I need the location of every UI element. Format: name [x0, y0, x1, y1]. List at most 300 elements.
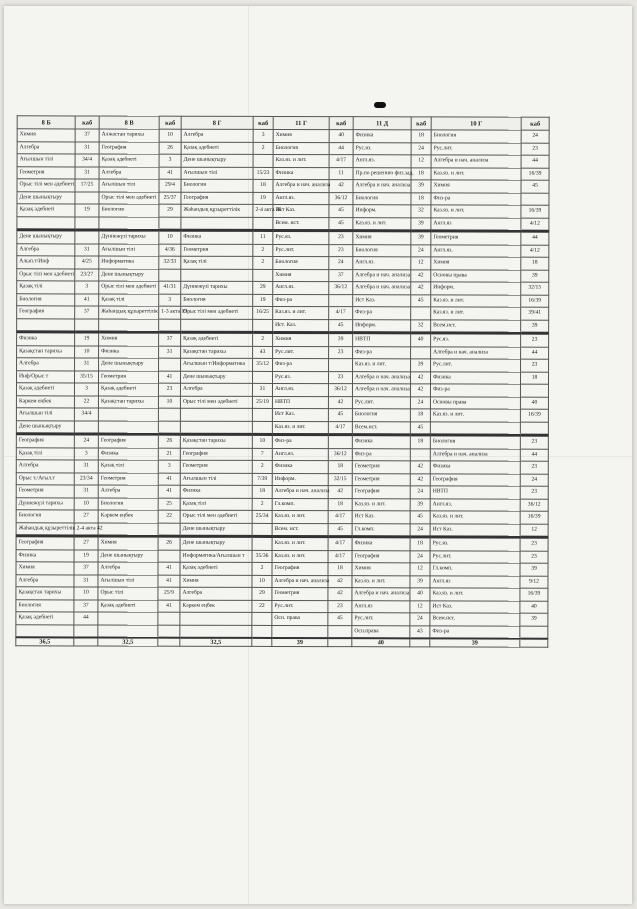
room-cell [75, 216, 99, 230]
room-cell: 23 [329, 346, 353, 359]
subject-cell: Каз.яз. и лит. [272, 550, 328, 563]
subject-cell: Каз.яз. и лит. [430, 511, 520, 524]
subject-cell: Қазақ әдебиеті [180, 562, 252, 575]
subject-cell: Англ.яз. [353, 155, 411, 168]
subject-cell: Рус.лит. [430, 550, 520, 563]
subject-cell: Ист Каз. [272, 408, 328, 421]
room-cell [75, 191, 99, 204]
room-cell: 4/12 [521, 245, 549, 258]
room-cell: 23/34 [74, 472, 98, 485]
room-cell: 41 [158, 371, 180, 384]
subject-cell: Физ-ра [430, 384, 520, 397]
subject-cell: Каз.яз. и лит. [430, 588, 520, 601]
subject-cell: Химия [352, 563, 410, 576]
room-cell: 2 [253, 256, 273, 269]
room-cell [329, 294, 353, 307]
room-cell: 35/12 [253, 358, 273, 371]
subject-cell: НВТП [353, 333, 411, 347]
room-cell: 16/25 [253, 306, 273, 319]
subject-cell: Химия [17, 129, 75, 142]
subject-cell: Геометрия [180, 460, 252, 473]
room-cell [252, 625, 272, 638]
subject-cell: Физ-ра [431, 192, 521, 205]
room-cell: 18 [328, 498, 352, 511]
subject-cell: Ағылшын тілі [99, 179, 159, 192]
subject-cell: Биология [16, 510, 74, 523]
subject-cell: Физика [17, 332, 75, 346]
room-cell: 4/25 [75, 256, 99, 269]
subject-cell: Алгебра [16, 574, 74, 587]
room-cell: 2 [252, 460, 272, 473]
subject-cell: Англ.яз. [430, 498, 520, 511]
room-cell: 37 [159, 332, 181, 346]
room-cell: 12 [520, 524, 548, 538]
subject-cell: Всем.ист. [430, 613, 520, 626]
room-cell: 18 [410, 435, 430, 449]
room-cell [253, 269, 273, 282]
subject-cell: Рус.лит. [431, 142, 521, 155]
room-cell [159, 217, 181, 231]
room-cell [158, 523, 180, 537]
subject-cell: Физика [181, 230, 253, 244]
room-cell: 39 [410, 498, 430, 511]
schedule-row [16, 536, 548, 551]
total-cell: 40 [352, 638, 410, 647]
room-cell: 23 [329, 231, 353, 245]
room-cell: 23 [520, 537, 548, 551]
subject-cell: География [180, 448, 252, 461]
subject-cell: Рус.лит. [352, 396, 410, 409]
subject-cell [98, 421, 158, 435]
room-cell: 24 [410, 613, 430, 626]
subject-cell [180, 625, 252, 638]
room-cell: 25/34 [252, 510, 272, 523]
room-cell: 39 [521, 270, 549, 283]
room-cell: 16/39 [521, 205, 549, 218]
subject-cell: Алгебра и нач. анализа [430, 448, 520, 461]
subject-cell: Рус.яз. [430, 537, 520, 551]
room-cell: 3 [253, 129, 273, 142]
room-cell: 31 [75, 141, 99, 154]
room-cell [74, 624, 98, 637]
room-cell: 10 [252, 434, 272, 448]
subject-cell: Физ-ра [352, 448, 410, 461]
room-cell: 19 [253, 294, 273, 307]
room-cell: 23 [520, 435, 548, 449]
room-cell: 24 [411, 142, 431, 155]
room-cell: 18 [410, 409, 430, 422]
subject-cell [17, 318, 75, 332]
subject-cell: Геометрия [16, 485, 74, 498]
subject-cell: Қазақстан тарихы [16, 587, 74, 600]
subject-cell [17, 216, 75, 230]
subject-cell: Англ.яз. [353, 257, 411, 270]
room-cell: 25 [158, 498, 180, 511]
subject-cell: Дүниежүзі тарихы [16, 497, 74, 510]
room-cell: 25/9 [158, 587, 180, 600]
room-cell [411, 307, 431, 320]
room-cell: 32 [411, 205, 431, 218]
room-cell: 21 [158, 448, 180, 461]
room-cell: 40 [411, 333, 431, 347]
room-cell: 23/27 [75, 268, 99, 281]
room-cell: 23 [329, 244, 353, 257]
room-cell: 10 [159, 129, 181, 142]
subject-cell: Химия [98, 536, 158, 550]
subject-cell: Физ-ра [430, 625, 520, 638]
room-cell: 45 [328, 523, 352, 537]
room-cell: 3 [159, 294, 181, 307]
room-cell: 42 [410, 384, 430, 397]
room-cell: 24 [411, 244, 431, 257]
subject-cell: Алгебра [181, 129, 253, 142]
room-cell: 37 [329, 269, 353, 282]
subject-cell: Каз.яз. и лит. [272, 536, 328, 550]
room-cell [158, 550, 180, 563]
subject-cell: Қазақ әдебиеті [181, 142, 253, 155]
subject-cell: Қазақстан тарихы [98, 396, 158, 409]
room-cell: 26 [158, 536, 180, 550]
subject-cell: Англ.яз. [272, 383, 328, 396]
room-cell: 2-4 акта 42 [74, 522, 98, 536]
subject-cell: Дене шынықтыру [181, 154, 253, 167]
subject-cell: Алгебра и нач. анализа [353, 269, 411, 282]
subject-cell: Дене шынықтыру [180, 523, 252, 537]
room-cell: 32/15 [328, 473, 352, 486]
subject-cell [16, 624, 74, 637]
room-cell: 17/25 [75, 179, 99, 192]
subject-cell: География [272, 562, 328, 575]
room-cell: 10 [74, 587, 98, 600]
subject-cell: Англ.яз [352, 600, 410, 613]
room-cell: 36/12 [328, 448, 352, 461]
room-cell: 45 [329, 319, 353, 333]
room-cell: 3 [74, 447, 98, 460]
room-cell: 45 [328, 613, 352, 626]
room-cell: 34/4 [75, 154, 99, 167]
class-header: 11 Д [353, 117, 411, 130]
room-cell: 31 [252, 383, 272, 396]
subject-cell: Орыс т./Ағыл.т [16, 472, 74, 485]
subject-cell: Орыс тілі мен әдебиеті [17, 179, 75, 192]
subject-cell: Дене шынықтыру [98, 550, 158, 563]
room-cell: 42 [410, 371, 430, 384]
room-cell: 31 [159, 346, 181, 359]
room-cell: 44 [521, 231, 549, 245]
subject-cell: Рус.яз. [273, 230, 329, 244]
room-cell: 12 [411, 155, 431, 168]
room-cell: 39 [411, 180, 431, 193]
room-cell [520, 422, 548, 436]
room-cell: 42 [329, 180, 353, 193]
subject-cell: Физика [352, 537, 410, 551]
subject-cell: География [352, 550, 410, 563]
room-cell: 45 [329, 205, 353, 218]
room-cell: 19 [253, 192, 273, 205]
room-cell [159, 319, 181, 333]
schedule-row [17, 216, 549, 231]
room-cell: 43 [253, 346, 273, 359]
schedule-row [17, 332, 549, 347]
room-cell: 4/17 [328, 550, 352, 563]
room-cell: 3 [75, 281, 99, 294]
room-cell [158, 625, 180, 638]
subject-cell: Орыс тілі мен әдебиеті [17, 268, 75, 281]
subject-cell: Геометрия [181, 244, 253, 257]
total-cell: 36,5 [16, 637, 74, 646]
room-cell: 39 [411, 359, 431, 372]
subject-cell: Биология [353, 192, 411, 205]
subject-cell: Физ-ра [353, 307, 411, 320]
room-cell: 18 [411, 192, 431, 205]
subject-cell: География [16, 536, 74, 550]
subject-cell [99, 217, 159, 231]
total-cell: 32,5 [180, 638, 252, 647]
subject-cell: Дене шынықтыру [99, 358, 159, 371]
room-cell: 25/19 [252, 396, 272, 409]
schedule-row [17, 230, 549, 245]
room-cell: 45 [410, 421, 430, 435]
room-cell: 39 [411, 217, 431, 231]
subject-cell: Ист Каз. [273, 204, 329, 217]
subject-cell: Физ-ра [353, 346, 411, 359]
room-cell: 44 [521, 347, 549, 360]
room-cell: 29 [159, 204, 181, 217]
room-cell: 26 [159, 142, 181, 155]
room-cell: 42 [411, 282, 431, 295]
subject-cell: Қазақстан тарихы [17, 345, 75, 358]
room-cell: 16/39 [520, 511, 548, 524]
subject-cell: География [98, 434, 158, 448]
subject-cell: Орыс тілі мен әдебиеті [180, 396, 252, 409]
subject-cell: Алып.т/Инф [17, 256, 75, 269]
class-header: 8 Б [17, 116, 75, 129]
subject-cell: Геометрия [431, 231, 521, 245]
subject-cell: Жаһандық құзыреттілік [99, 306, 159, 319]
subject-cell: Қазақ тілі [98, 460, 158, 473]
room-cell: 24 [410, 486, 430, 499]
room-cell: 31 [74, 460, 98, 473]
total-cell: 39 [430, 638, 520, 647]
subject-cell: Информ. [431, 282, 521, 295]
subject-cell: Алгебра [180, 383, 252, 396]
subject-cell [181, 217, 253, 231]
room-header: каб [159, 116, 181, 129]
subject-cell: Каз.яз. и лит. [431, 167, 521, 180]
subject-cell: Химия [16, 562, 74, 575]
subject-cell: Биология [16, 599, 74, 612]
subject-cell: Жаһандық құзыреттілік [16, 522, 74, 536]
room-cell: 23 [521, 359, 549, 372]
room-cell: 39 [410, 575, 430, 588]
subject-cell: Химия [99, 332, 159, 346]
room-cell: 1-3 акта 19 [159, 306, 181, 319]
subject-cell: Биология [181, 179, 253, 192]
subject-cell [430, 421, 520, 435]
subject-cell: Ист. Каз. [273, 319, 329, 333]
subject-cell: Англ.яз [430, 575, 520, 588]
room-cell [253, 217, 273, 231]
total-cell [520, 639, 548, 648]
subject-cell: Каз.яз. и лит. [431, 205, 521, 218]
room-cell: 42 [411, 269, 431, 282]
subject-cell: Ағылшын тілі [17, 154, 75, 167]
room-cell: 18 [328, 563, 352, 576]
subject-cell: Дене шынықтыру [99, 269, 159, 282]
subject-cell: Қазақ тілі [180, 498, 252, 511]
subject-cell: Алгебра и нач. анализа [352, 588, 410, 601]
ink-mark [374, 102, 386, 108]
subject-cell: Қазақ әдебиеті [98, 600, 158, 613]
subject-cell: Биология [273, 256, 329, 269]
room-cell: 39/41 [521, 307, 549, 320]
subject-cell: Геометрия [272, 587, 328, 600]
subject-cell: Кәркем еңбек [16, 395, 74, 408]
subject-cell: Ағылшын тілі [181, 167, 253, 180]
room-cell: 42 [328, 575, 352, 588]
room-cell: 43 [410, 625, 430, 638]
subject-cell: Ист Каз. [430, 600, 520, 613]
subject-cell: Информ. [272, 473, 328, 486]
total-cell [328, 638, 352, 647]
room-header: каб [521, 117, 549, 130]
room-cell: 41 [159, 167, 181, 180]
schedule-row [16, 522, 548, 537]
room-cell: 44 [329, 142, 353, 155]
subject-cell: Алгебра и нач. анализа [272, 485, 328, 498]
room-cell: 35/36 [252, 550, 272, 563]
room-cell: 24 [410, 396, 430, 409]
room-cell: 16/39 [520, 409, 548, 422]
room-cell: 2 [253, 244, 273, 257]
room-cell: 31 [75, 166, 99, 179]
subject-cell: Физика [99, 346, 159, 359]
subject-cell: Орыс тілі мен әдебиеті [181, 306, 253, 319]
subject-cell: Химия [273, 129, 329, 142]
room-cell: 41 [158, 600, 180, 613]
room-cell: 31 [74, 485, 98, 498]
room-cell [520, 626, 548, 639]
subject-cell: Орыс тілі мен әдебиеті [99, 281, 159, 294]
room-cell: 41/31 [159, 281, 181, 294]
room-cell: 10 [158, 396, 180, 409]
total-cell [158, 638, 180, 647]
room-cell: 22 [158, 510, 180, 523]
subject-cell: Всем. ист. [273, 217, 329, 231]
room-cell [75, 230, 99, 244]
subject-cell: Дүниежүзі тарихы [181, 281, 253, 294]
subject-cell: Каз.яз. и лит. [431, 307, 521, 320]
room-cell: 2 [252, 498, 272, 511]
subject-cell: Қазақстан тарихы [180, 434, 252, 448]
subject-cell: Дене шынықтыру [17, 191, 75, 204]
subject-cell: Биология [353, 244, 411, 257]
subject-cell: Физика [430, 371, 520, 384]
room-cell: 37 [74, 599, 98, 612]
subject-cell: Химия [431, 257, 521, 270]
room-cell: 18 [411, 167, 431, 180]
room-cell: 36/12 [329, 192, 353, 205]
subject-cell: Рус.лит. [273, 346, 329, 359]
subject-cell: Қазақ тілі [17, 281, 75, 294]
room-cell: 39 [329, 333, 353, 347]
subject-cell: Рус.лит. [431, 359, 521, 372]
room-cell: 18 [328, 461, 352, 474]
room-cell [252, 612, 272, 625]
subject-cell [181, 269, 253, 282]
room-cell: 44 [74, 612, 98, 625]
subject-cell: Гл.комп. [272, 498, 328, 511]
subject-cell: Каз.яз. и лит. [430, 409, 520, 422]
subject-cell: Дене шынықтыру [180, 371, 252, 384]
room-cell: 23 [520, 461, 548, 474]
room-cell: 18 [253, 179, 273, 192]
subject-cell: Алгебра и нач. анализа [431, 346, 521, 359]
subject-cell: География [181, 192, 253, 205]
room-cell: 41 [158, 562, 180, 575]
room-cell: 40 [520, 397, 548, 410]
room-cell [329, 359, 353, 372]
subject-cell: Физика [430, 461, 520, 474]
subject-cell: Алгебра и нач. анализа [352, 371, 410, 384]
room-cell: 39 [520, 563, 548, 576]
subject-cell: Алжастан тарихы [99, 129, 159, 142]
subject-cell [99, 319, 159, 333]
subject-cell: Физика [353, 130, 411, 143]
room-cell: 9/12 [520, 576, 548, 589]
total-cell [410, 638, 430, 647]
room-cell [158, 421, 180, 435]
subject-cell: Каз.яз. и лит. [353, 359, 411, 372]
room-cell: 4/36 [159, 244, 181, 257]
room-cell: 41 [158, 575, 180, 588]
room-cell: 39 [411, 231, 431, 245]
subject-cell: Алгебра [16, 460, 74, 473]
room-cell: 12 [411, 257, 431, 270]
room-cell: 16/39 [520, 588, 548, 601]
room-cell [521, 193, 549, 206]
room-cell: 31 [75, 243, 99, 256]
class-header: 11 Г [273, 116, 329, 129]
room-cell [410, 448, 430, 461]
room-cell: 10 [75, 345, 99, 358]
subject-cell: Биология [431, 130, 521, 143]
room-cell: 45 [329, 217, 353, 231]
room-cell: 23 [328, 371, 352, 384]
room-cell: 23 [520, 486, 548, 499]
room-cell: 39 [521, 320, 549, 334]
room-cell: 41 [158, 485, 180, 498]
subject-cell: Химия [431, 180, 521, 193]
subject-cell: Биология [352, 409, 410, 422]
subject-cell: Кәркем еңбек [98, 510, 158, 523]
subject-cell: Рус.лит. [273, 244, 329, 257]
subject-cell: Алгебра [98, 485, 158, 498]
subject-cell: Физика [98, 448, 158, 461]
subject-cell: Рус.яз. [272, 371, 328, 384]
subject-cell: Каз.яз. и лит. [273, 154, 329, 167]
subject-cell: Ист Каз. [352, 511, 410, 524]
room-cell: 4/17 [328, 537, 352, 551]
class-header: 8 В [99, 116, 159, 129]
subject-cell: Рус.яз. [353, 142, 411, 155]
room-cell: 24 [410, 550, 430, 563]
subject-cell: Алгебра и нач. анализа [353, 282, 411, 295]
subject-cell: Ағылшын тілі [16, 408, 74, 421]
schedule-table [15, 115, 549, 647]
subject-cell: Қазақ әдебиеті [16, 612, 74, 625]
room-cell: 2-4 акта 36 [253, 204, 273, 217]
